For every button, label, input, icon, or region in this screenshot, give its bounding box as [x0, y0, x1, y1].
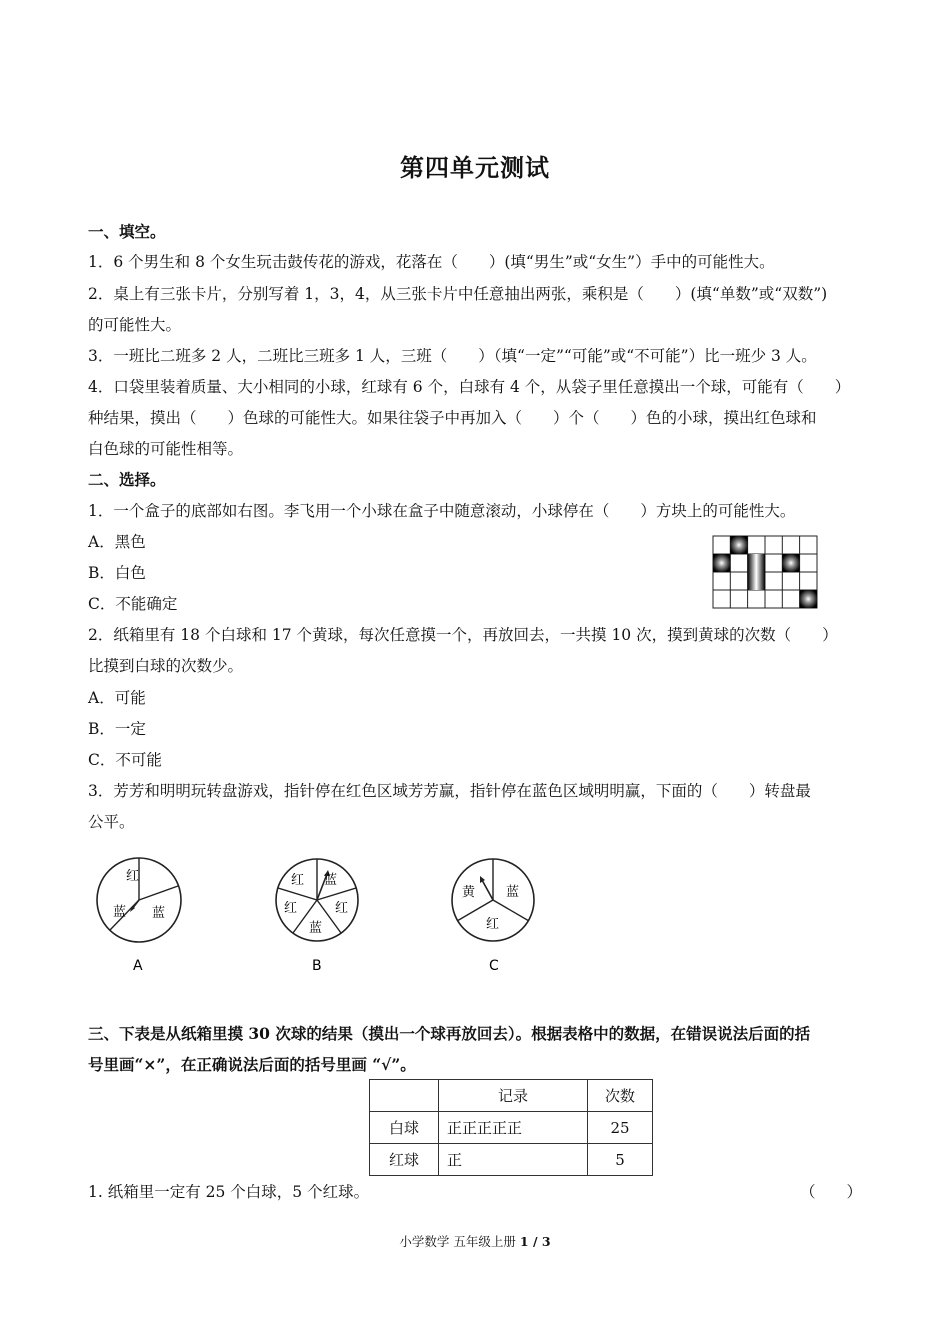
spinner-b-sector-3: 红	[284, 901, 298, 916]
s2-question-3-line2: 公平。	[88, 813, 135, 831]
s2-q1-option-a: A．黑色	[88, 533, 146, 551]
spinner-b-label: B	[312, 958, 322, 974]
table-cell: 红球	[370, 1144, 439, 1176]
table-cell: 正正正正正	[439, 1112, 588, 1144]
spinners-a-b	[80, 850, 420, 980]
s1-question-2-line1: 2．桌上有三张卡片，分别写着 1，3，4，从三张卡片中任意抽出两张，乘积是（ ）(填“单数”或“双数”)	[88, 285, 828, 303]
spinner-b-sector-1: 红	[291, 873, 305, 888]
spinner-a-label: A	[133, 958, 143, 974]
s3-question-1-answer-bracket: （ ）	[799, 1183, 862, 1201]
box-bottom-grid-figure	[712, 535, 818, 609]
s1-question-2-line2: 的可能性大。	[88, 316, 182, 334]
s2-q2-option-b: B．一定	[88, 720, 146, 738]
s2-question-3-line1: 3．芳芳和明明玩转盘游戏，指针停在红色区域芳芳赢，指针停在蓝色区域明明赢，下面的（ ）转盘最	[88, 782, 811, 800]
table-row	[370, 1144, 653, 1176]
spinner-c-sector-1: 黄	[462, 885, 476, 900]
page-footer	[0, 1232, 950, 1250]
table-header-cell: 记录	[439, 1080, 588, 1112]
s2-question-1: 1．一个盒子的底部如右图。李飞用一个小球在盒子中随意滚动，小球停在（ ）方块上的可能性大。	[88, 502, 796, 520]
section3-heading-line2: 号里画“×”，在正确说法后面的括号里画 “√”。	[88, 1055, 416, 1074]
section2-heading: 二、选择。	[88, 470, 166, 489]
spinner-b-sector-4: 红	[335, 901, 349, 916]
s3-question-1: 1. 纸箱里一定有 25 个白球，5 个红球。	[88, 1183, 370, 1201]
s1-question-3: 3．一班比二班多 2 人，二班比三班多 1 人，三班（ ）（填“一定”“可能”或“不可能”）比一班少 3 人。	[88, 347, 817, 365]
section1-heading: 一、填空。	[88, 222, 166, 241]
table-cell: 5	[588, 1144, 653, 1176]
s2-question-2-line1: 2．纸箱里有 18 个白球和 17 个黄球，每次任意摸一个，再放回去，一共摸 10 次，摸到黄球的次数（ ）	[88, 626, 838, 644]
footer-subject: 小学数学 五年级上册	[399, 1234, 516, 1249]
s2-q1-option-c: C．不能确定	[88, 595, 178, 613]
s2-question-2-line2: 比摸到白球的次数少。	[88, 657, 244, 675]
table-cell: 正	[439, 1144, 588, 1176]
spinner-c	[452, 859, 534, 974]
spinner-c-label: C	[489, 958, 499, 974]
section3-heading-line1: 三、下表是从纸箱里摸 30 次球的结果（摸出一个球再放回去）。根据表格中的数据，在错误说法后面的括	[88, 1024, 811, 1043]
spinner-b-sector-2: 蓝	[324, 873, 338, 888]
table-row	[370, 1112, 653, 1144]
spinner-a	[97, 858, 181, 974]
footer-page-number: 1 / 3	[519, 1234, 551, 1249]
table-header-row	[370, 1080, 653, 1112]
table-header-cell	[370, 1080, 439, 1112]
spinner-c-figure	[440, 850, 550, 980]
spinner-c-sector-3: 红	[486, 917, 500, 932]
spinner-b	[276, 859, 358, 974]
s1-question-4-line1: 4．口袋里装着质量、大小相同的小球，红球有 6 个，白球有 4 个，从袋子里任意摸出一个球，可能有（ ）	[88, 378, 851, 396]
s2-q1-option-b: B．白色	[88, 564, 146, 582]
s1-question-1: 1．6 个男生和 8 个女生玩击鼓传花的游戏，花落在（ ）(填“男生”或“女生”）手中的可能性大。	[88, 253, 775, 271]
table-cell: 25	[588, 1112, 653, 1144]
spinner-a-sector-1: 红	[126, 869, 140, 884]
page-title: 第四单元测试	[400, 153, 550, 182]
spinner-a-sector-2: 蓝	[113, 905, 127, 920]
table-cell: 白球	[370, 1112, 439, 1144]
spinner-c-sector-2: 蓝	[506, 885, 520, 900]
s1-question-4-line2: 种结果，摸出（ ）色球的可能性大。如果往袋子中再加入（ ）个（ ）色的小球，摸出红色球和	[88, 409, 817, 427]
spinner-a-sector-3: 蓝	[152, 906, 166, 921]
table-header-cell: 次数	[588, 1080, 653, 1112]
results-table	[369, 1079, 653, 1176]
s2-q2-option-c: C．不可能	[88, 751, 162, 769]
s2-q2-option-a: A．可能	[88, 689, 146, 707]
s1-question-4-line3: 白色球的可能性相等。	[88, 440, 244, 458]
spinner-b-sector-5: 蓝	[309, 921, 323, 936]
